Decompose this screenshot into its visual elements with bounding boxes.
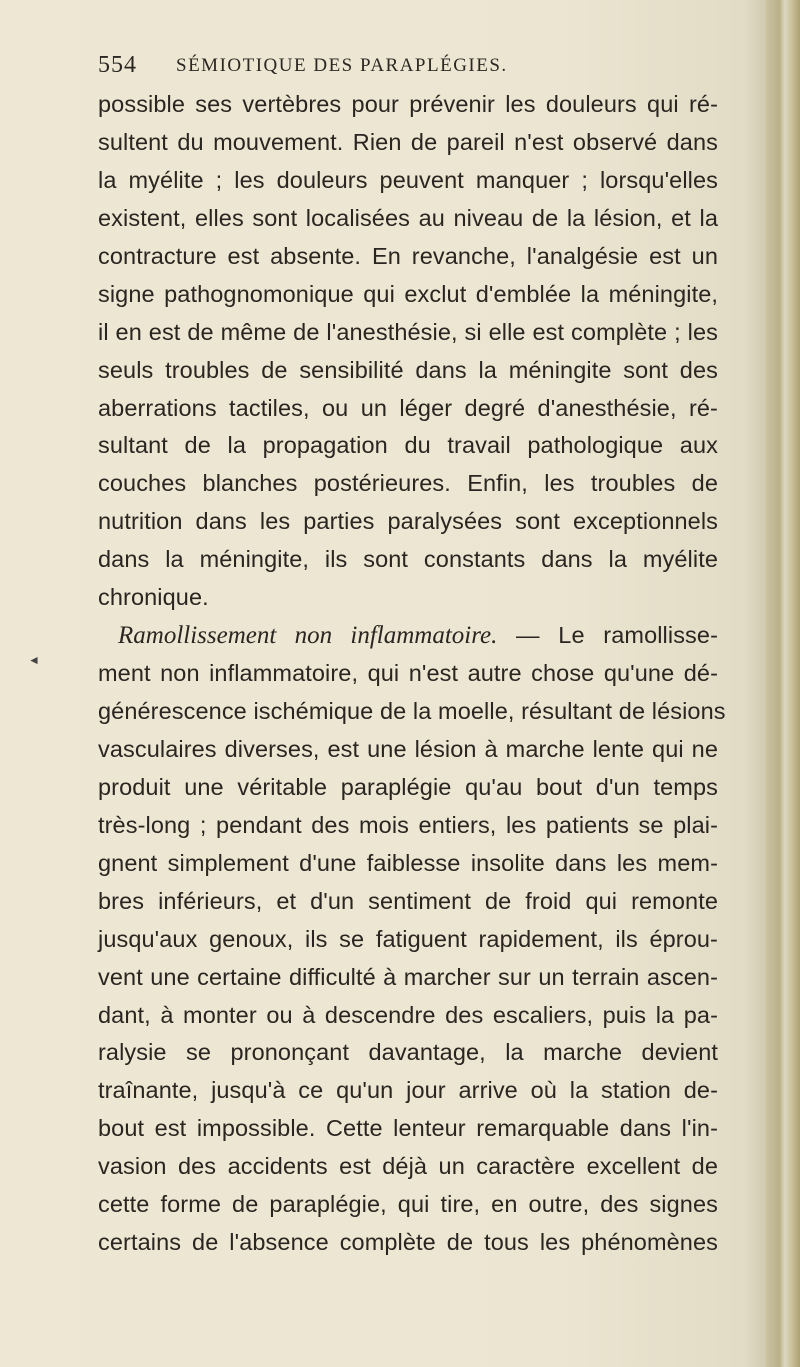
text-line: générescence ischémique de la moelle, résultant de lésions (98, 698, 726, 724)
body-text (98, 86, 726, 1262)
text-line: la myélite ; les douleurs peuvent manquer ; lorsqu'elles (98, 166, 718, 193)
page-number: 554 (98, 52, 137, 78)
text-line: existent, elles sont localisées au niveau de la lésion, et la (98, 204, 718, 231)
text-line: sultent du mouvement. Rien de pareil n'est observé dans (98, 128, 718, 155)
text-line: traînante, jusqu'à ce qu'un jour arrive où la station de- (98, 1077, 718, 1104)
text-line: vent une certaine difficulté à marcher sur un terrain ascen- (98, 963, 718, 990)
text-line: vasculaires diverses, est une lésion à marche lente qui ne (98, 735, 718, 762)
text-line: certains de l'absence complète de tous les phénomènes (98, 1229, 718, 1256)
text-line: dans la méningite, ils sont constants dans la myélite (98, 546, 718, 573)
page-header (98, 52, 718, 82)
margin-arrow-icon: ◄ (28, 653, 40, 667)
text-line: seuls troubles de sensibilité dans la méningite sont des (98, 356, 718, 383)
text-line: aberrations tactiles, ou un léger degré d'anesthésie, ré- (98, 394, 718, 421)
text-line: produit une véritable paraplégie qu'au bout d'un temps (98, 773, 718, 800)
text-line: couches blanches postérieures. Enfin, les troubles de (98, 470, 718, 497)
text-line: ralysie se prononçant davantage, la marche devient (98, 1039, 718, 1066)
section-heading-line (98, 617, 718, 655)
text-line: contracture est absente. En revanche, l'analgésie est un (98, 242, 718, 269)
text-line: bout est impossible. Cette lenteur remarquable dans l'in- (98, 1115, 718, 1142)
text-line: jusqu'aux genoux, ils se fatiguent rapidement, ils éprou- (98, 925, 718, 952)
text-line: cette forme de paraplégie, qui tire, en outre, des signes (98, 1191, 718, 1218)
text-line: vasion des accidents est déjà un caractère excellent de (98, 1153, 718, 1180)
section-heading-continuation: — Le ramollisse- (497, 622, 718, 649)
text-line: dant, à monter ou à descendre des escaliers, puis la pa- (98, 1001, 718, 1028)
text-line: il en est de même de l'anesthésie, si elle est complète ; les (98, 318, 718, 345)
section-heading: Ramollissement non inflammatoire. (118, 622, 498, 650)
page-edge-shadow (766, 0, 800, 1367)
text-line: bres inférieurs, et d'un sentiment de froid qui remonte (98, 887, 718, 914)
text-line: gnent simplement d'une faiblesse insolite dans les mem- (98, 849, 718, 876)
text-line: chronique. (98, 584, 209, 611)
running-head: SÉMIOTIQUE DES PARAPLÉGIES. (176, 55, 508, 76)
text-line: ment non inflammatoire, qui n'est autre chose qu'une dé- (98, 660, 718, 687)
text-line: signe pathognomonique qui exclut d'emblée la méningite, (98, 280, 718, 307)
text-line: sultant de la propagation du travail pathologique aux (98, 432, 718, 459)
text-line: possible ses vertèbres pour prévenir les douleurs qui ré- (98, 91, 718, 117)
text-line: très-long ; pendant des mois entiers, les patients se plai- (98, 811, 718, 838)
text-line: nutrition dans les parties paralysées sont exceptionnels (98, 508, 718, 535)
